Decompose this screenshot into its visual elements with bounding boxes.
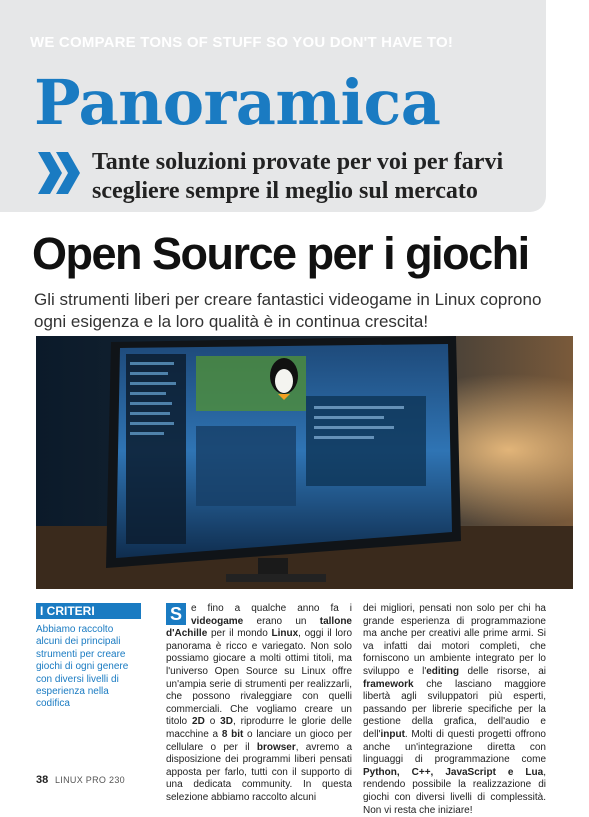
bold-term: videogame: [191, 615, 244, 627]
section-subtitle: Tante soluzioni provate per voi per farvi scegliere sempre il meglio sul mercato: [92, 149, 504, 204]
sidebar-title: I CRITERI: [36, 603, 141, 619]
bold-term: tallone d'Achille: [166, 615, 352, 640]
article-headline: Open Source per i giochi: [32, 228, 529, 279]
bold-term: editing: [426, 665, 460, 677]
double-chevron-right-icon: [36, 150, 84, 196]
magazine-folio: LINUX PRO 230: [55, 775, 125, 785]
article-photo: [36, 336, 573, 589]
bold-term: 3D: [220, 716, 233, 728]
section-title: Panoramica: [34, 66, 441, 139]
body-column-1-text: e fino a qualche anno fa i videogame erano un tallone d'Achille per il mondo Linux, oggi il loro panorama è ricco e variegato. Non solo possiamo giocare a molti ottimi titoli, ma l'universo Open Source su Linux offre un'ampia serie di strumenti per realizzarli, che possono rivaleggiare con quelli commerciali. Che vogliamo creare un titolo 2D o 3D, riprodurre le glorie delle macchine a 8 bit o lanciare un gioco per cellulare o per il browser, avremo a disposizione dei programmi liberi pensati apposta per farlo, tutti con il supporto di una dedicata community. In questa selezione abbiamo raccolto alcuni: [166, 603, 353, 803]
page-number: 38: [36, 774, 49, 786]
body-column-2: [363, 603, 546, 817]
body-column-1: [166, 603, 352, 805]
bold-term: Python, C++, JavaScript e Lua: [363, 766, 544, 778]
sidebar-text: Abbiamo raccolto alcuni dei principali strumenti per creare giochi di ogni genere con diversi livelli di esperienza nella codifica: [36, 624, 129, 710]
section-tagline: WE COMPARE TONS OF STUFF SO YOU DON'T HAVE TO!: [30, 34, 454, 51]
article-standfirst: Gli strumenti liberi per creare fantastici videogame in Linux coprono ogni esigenza e la loro qualità è in continua crescita!: [34, 290, 542, 331]
bold-term: 8 bit: [221, 728, 244, 740]
bold-term: browser: [256, 741, 296, 753]
drop-cap: S: [166, 603, 186, 625]
bold-term: input: [380, 728, 405, 740]
bold-term: 2D: [192, 716, 205, 728]
bold-term: Linux: [271, 628, 299, 640]
body-column-2-text: dei migliori, pensati non solo per chi ha grande esperienza di programmazione ma anche per creativi alle prime armi. Si va infatti dai motori completi, che forniscono un ambiente integrato per lo sviluppo e l'editing delle risorse, ai framework che lasciano maggiore libertà agli sviluppatori più esperti, passando per librerie specifiche per la gestione della grafica, dell'audio e dell'input. Molti di questi progetti offrono anche un'integrazione diretta con linguaggi di programmazione come Python, C++, JavaScript e Lua, rendendo possibile la realizzazione di giochi con diversi livelli di complessità. Non vi resta che iniziare!: [363, 603, 546, 816]
bold-term: framework: [363, 678, 414, 690]
